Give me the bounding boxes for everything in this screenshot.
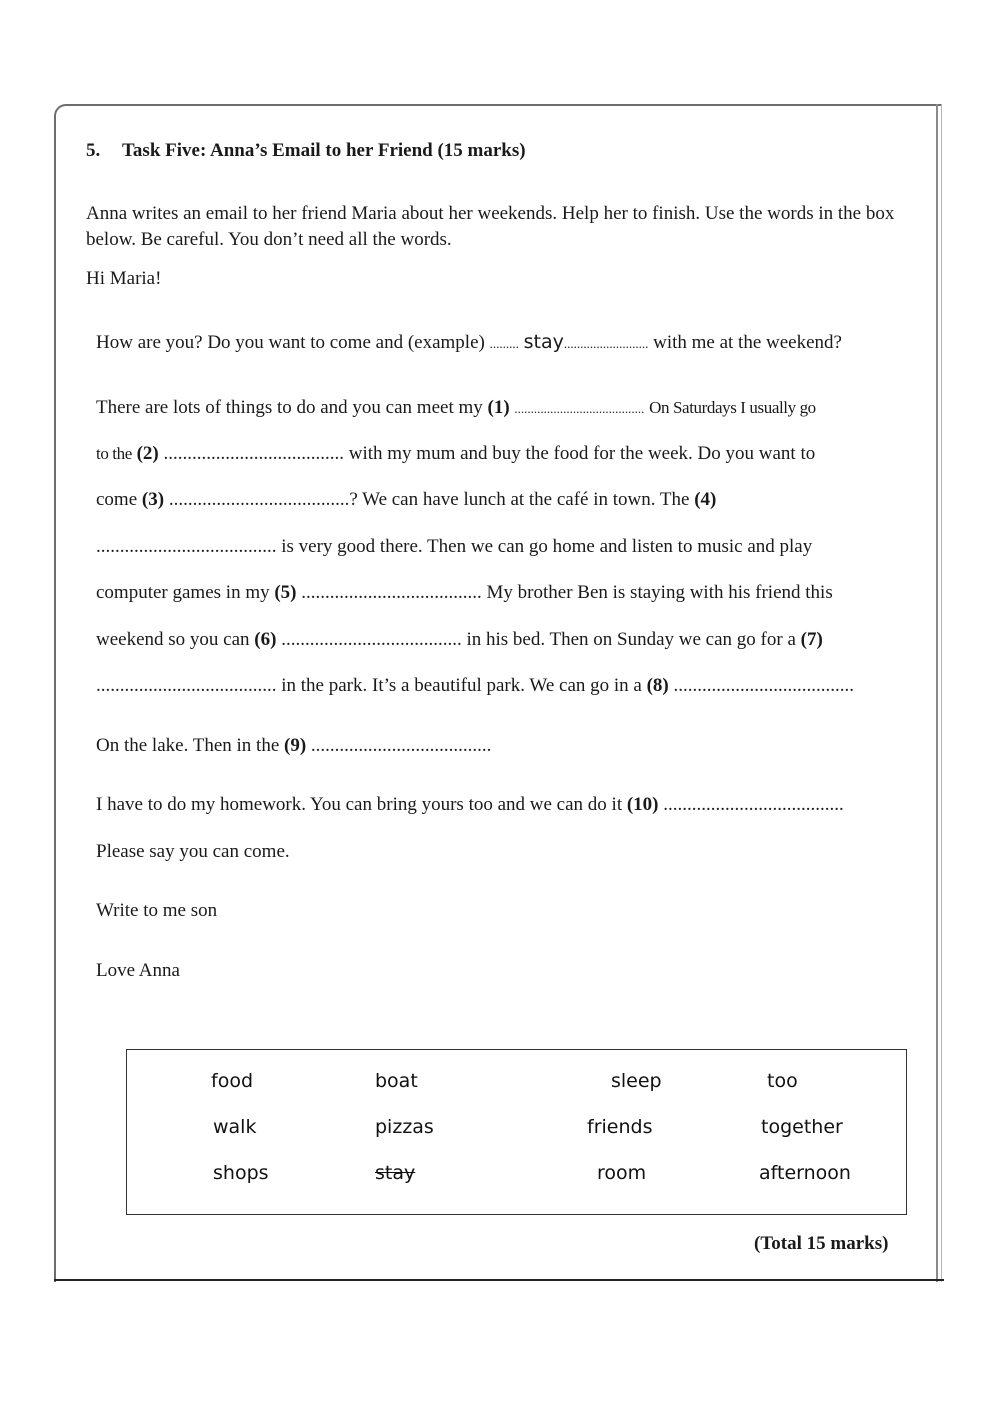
word-together: together bbox=[761, 1116, 843, 1138]
email-line-8: ...................................... in the park. It’s a beautiful park. We can go in a (8) ...................................... bbox=[96, 675, 854, 696]
example-answer: stay bbox=[523, 331, 564, 353]
blank-number-9: (9) bbox=[284, 735, 307, 756]
word-shops: shops bbox=[213, 1162, 269, 1184]
word-walk: walk bbox=[213, 1116, 257, 1138]
blank-number-8: (8) bbox=[646, 675, 669, 696]
answer-blank-2[interactable]: ...................................... bbox=[163, 443, 344, 464]
word-pizzas: pizzas bbox=[375, 1116, 434, 1138]
email-line-5: ...................................... is very good there. Then we can go home and listen to music and play bbox=[96, 536, 813, 557]
answer-blank-6[interactable]: ...................................... bbox=[281, 629, 462, 650]
email-line-9: On the lake. Then in the (9) ...................................... bbox=[96, 735, 492, 756]
task-instructions: Anna writes an email to her friend Maria about her weekends. Help her to finish. Use the words in the box below. Be careful. You don’t need all the words. bbox=[86, 203, 895, 250]
blank-number-10: (10) bbox=[626, 794, 659, 815]
answer-blank-3[interactable]: ...................................... bbox=[168, 489, 350, 510]
answer-blank-4[interactable]: ...................................... bbox=[96, 536, 277, 557]
email-line-11: Please say you can come. bbox=[96, 841, 290, 862]
answer-blank-5[interactable]: ...................................... bbox=[301, 582, 482, 603]
word-boat: boat bbox=[375, 1070, 418, 1092]
word-afternoon: afternoon bbox=[759, 1162, 851, 1184]
task-heading bbox=[86, 140, 526, 162]
word-stay-crossed-out: stay bbox=[375, 1162, 416, 1184]
page-frame-right-edge bbox=[936, 104, 942, 1282]
blank-number-4: (4) bbox=[694, 489, 717, 510]
word-food: food bbox=[211, 1070, 253, 1092]
word-too: too bbox=[767, 1070, 798, 1092]
email-line-6: computer games in my (5) ...................................... My brother Ben is staying with his friend this bbox=[96, 582, 833, 603]
email-line-12: Write to me son bbox=[96, 900, 218, 921]
blank-number-7: (7) bbox=[800, 629, 823, 650]
answer-blank-10[interactable]: ...................................... bbox=[663, 794, 844, 815]
example-dots-right: .......................... bbox=[563, 336, 649, 351]
answer-blank-8[interactable]: ...................................... bbox=[673, 675, 854, 696]
email-greeting: Hi Maria! bbox=[86, 268, 162, 289]
blank-number-3: (3) bbox=[141, 489, 165, 510]
word-room: room bbox=[597, 1162, 647, 1184]
task-title: Task Five: Anna’s Email to her Friend (15 marks) bbox=[122, 140, 526, 161]
blank-number-1: (1) bbox=[487, 397, 510, 418]
word-box bbox=[126, 1049, 907, 1215]
example-dots-left: ......... bbox=[489, 336, 519, 351]
blank-number-6: (6) bbox=[254, 629, 277, 650]
task-number: 5. bbox=[86, 140, 101, 161]
email-line-1: How are you? Do you want to come and (example) ......... stay.......................... with me at the weekend? bbox=[96, 331, 842, 353]
total-marks: (Total 15 marks) bbox=[754, 1233, 889, 1254]
answer-blank-1[interactable]: ........................................ bbox=[514, 401, 645, 416]
email-line-2: There are lots of things to do and you can meet my (1) ........................................ On Saturdays I usually go bbox=[96, 397, 816, 418]
email-line-10: I have to do my homework. You can bring yours too and we can do it (10) ...................................... bbox=[96, 794, 844, 815]
blank-number-5: (5) bbox=[274, 582, 297, 603]
email-line-4: come (3) ......................................? We can have lunch at the café in town. The (4) bbox=[96, 489, 717, 510]
email-line-3: to the (2) ...................................... with my mum and buy the food for the week. Do you want to bbox=[96, 443, 816, 464]
answer-blank-9[interactable]: ...................................... bbox=[310, 735, 492, 756]
answer-blank-7[interactable]: ...................................... bbox=[96, 675, 277, 696]
word-sleep: sleep bbox=[611, 1070, 662, 1092]
word-friends: friends bbox=[587, 1116, 653, 1138]
page-frame-bottom-edge bbox=[54, 1279, 944, 1281]
email-line-7: weekend so you can (6) ...................................... in his bed. Then on Sunday we can go for a (7) bbox=[96, 629, 823, 650]
blank-number-2: (2) bbox=[136, 443, 159, 464]
email-signoff: Love Anna bbox=[96, 960, 180, 981]
